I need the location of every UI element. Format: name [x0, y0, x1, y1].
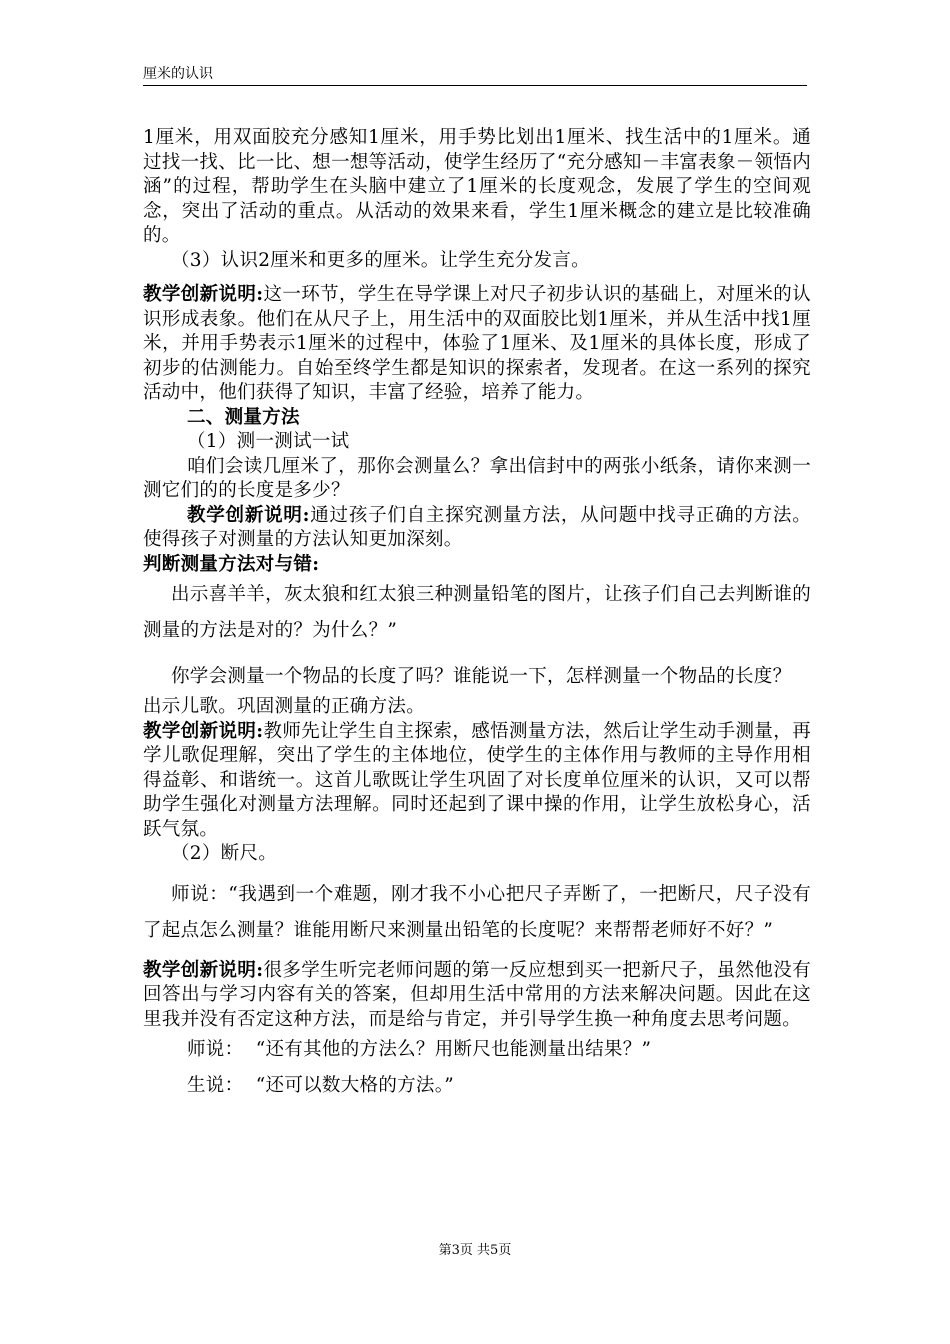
- page-header: [143, 63, 807, 86]
- innovation-note-label: 教学创新说明:: [143, 284, 264, 305]
- innovation-note-label: 教学创新说明:: [187, 504, 310, 526]
- paragraph-read-cm: 咱们会读几厘米了，那你会测量么？拿出信封中的两张小纸条，请你来测一测它们的的长度是多少？: [143, 455, 811, 501]
- page-number: 第3页 共5页: [438, 1243, 512, 1258]
- innovation-note-text: 很多学生听完老师问题的第一反应想到买一把新尺子，虽然他没有回答出与学习内容有关的答案，但却用生活中常用的方法来解决问题。因此在这里我并没有否定这种方法，而是给与肯定，并引导学生换一种角度去思考问题。: [143, 959, 811, 1030]
- paragraph-1cm-summary: 1厘米，用双面胶充分感知1厘米，用手势比划出1厘米、找生活中的1厘米。通过找一找、比一比、想一想等活动，使学生经历了“充分感知－丰富表象－领悟内涵”的过程，帮助学生在头脑中建立了1厘米的长度观念，发展了学生的空间观念，突出了活动的重点。从活动的效果来看，学生1厘米概念的建立是比较准确的。: [143, 127, 811, 246]
- innovation-note-2: [143, 504, 811, 553]
- innovation-note-text: 教师先让学生自主探索，感悟测量方法，然后让学生动手测量，再学儿歌促理解，突出了学生的主体地位，使学生的主体作用与教师的主导作用相得益彰、和谐统一。这首儿歌既让学生巩固了对长度单位厘米的认识，又可以帮助学生强化对测量方法理解。同时还起到了课中操的作用，让学生放松身心，活跃气氛。: [143, 720, 811, 840]
- paragraph-teacher-problem: 师说：“我遇到一个难题，刚才我不小心把尺子弄断了，一把断尺，尺子没有了起点怎么测量？谁能用断尺来测量出铅笔的长度呢？来帮帮老师好不好？”: [143, 883, 811, 941]
- paragraph-try-measure: （1）测一测试一试: [187, 431, 350, 452]
- header-title: 厘米的认识: [143, 66, 213, 82]
- paragraph-teacher-says: 师说： “还有其他的方法么？用断尺也能测量出结果？”: [187, 1039, 652, 1060]
- page-footer: [0, 1239, 950, 1258]
- paragraph-show-pictures: 出示喜羊羊，灰太狼和红太狼三种测量铅笔的图片，让孩子们自己去判断谁的测量的方法是对的？为什么？”: [143, 584, 811, 641]
- judge-method-title: 判断测量方法对与错:: [143, 553, 320, 575]
- innovation-note-4: [143, 959, 811, 1033]
- paragraph-broken-ruler: （2）断尺。: [171, 843, 278, 864]
- document-body: [143, 126, 811, 1104]
- innovation-note-label: 教学创新说明:: [143, 720, 264, 742]
- innovation-note-3: [143, 720, 811, 843]
- paragraph-show-song: 出示儿歌。巩固测量的正确方法。: [143, 696, 426, 717]
- paragraph-learned-measure: 你学会测量一个物品的长度了吗？谁能说一下，怎样测量一个物品的长度？: [171, 666, 792, 687]
- paragraph-student-says: 生说： “还可以数大格的方法。”: [187, 1075, 455, 1096]
- section-title-measurement: 二、测量方法: [187, 406, 300, 428]
- innovation-note-text: 这一环节，学生在导学课上对尺子初步认识的基础上，对厘米的认识形成表象。他们在从尺子上，用生活中的双面胶比划1厘米，并从生活中找1厘米，并用手势表示1厘米的过程中，体验了1厘米、及1厘米的具体长度，形成了初步的估测能力。自始至终学生都是知识的探索者，发现者。在这一系列的探究活动中，他们获得了知识，丰富了经验，培养了能力。: [143, 284, 811, 403]
- innovation-note-1: [143, 283, 811, 406]
- innovation-note-label: 教学创新说明:: [143, 959, 264, 981]
- innovation-note-text: 通过孩子们自主探究测量方法，从问题中找寻正确的方法。使得孩子对测量的方法认知更加深刻。: [143, 504, 811, 550]
- paragraph-2cm: （3）认识2厘米和更多的厘米。让学生充分发言。: [171, 249, 590, 271]
